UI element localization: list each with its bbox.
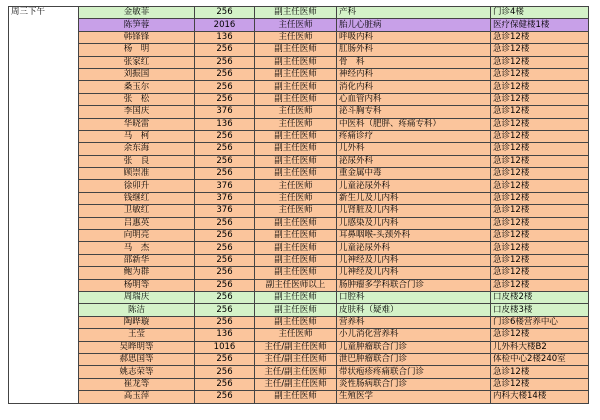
fee-cell[interactable]: 256 [195,217,255,229]
location-cell[interactable]: 急诊12楼 [491,205,589,217]
title-cell[interactable]: 副主任医师 [255,291,337,303]
table-row[interactable] [9,391,589,403]
department-cell[interactable]: 泌斗胸专科 [337,106,491,118]
fee-cell[interactable]: 256 [195,391,255,403]
department-cell[interactable]: 儿神经及儿内科 [337,267,491,279]
location-cell[interactable]: 急诊12楼 [491,81,589,93]
title-cell[interactable]: 副主任医师 [255,143,337,155]
fee-cell[interactable]: 256 [195,304,255,316]
fee-cell[interactable]: 256 [195,366,255,378]
doctor-name-cell[interactable]: 华晓雷 [79,118,195,130]
table-row[interactable] [9,19,589,31]
table-row[interactable] [9,81,589,93]
title-cell[interactable]: 副主任医师 [255,68,337,80]
location-cell[interactable]: 急诊12楼 [491,254,589,266]
title-cell[interactable]: 副主任医师 [255,7,337,19]
fee-cell[interactable]: 256 [195,316,255,328]
fee-cell[interactable]: 256 [195,7,255,19]
location-cell[interactable]: 急诊12楼 [491,366,589,378]
fee-cell[interactable]: 256 [195,143,255,155]
doctor-name-cell[interactable]: 鲍为群 [79,267,195,279]
fee-cell[interactable]: 376 [195,192,255,204]
doctor-name-cell[interactable]: 吕惠英 [79,217,195,229]
table-row[interactable] [9,143,589,155]
doctor-name-cell[interactable]: 高玉萍 [79,391,195,403]
doctor-name-cell[interactable]: 徐卯升 [79,180,195,192]
doctor-name-cell[interactable]: 陈洁 [79,304,195,316]
location-cell[interactable]: 门诊6楼营养中心 [491,316,589,328]
location-cell[interactable]: 急诊12楼 [491,56,589,68]
title-cell[interactable]: 副主任医师 [255,44,337,56]
department-cell[interactable]: 生殖医学 [337,391,491,403]
title-cell[interactable]: 副主任医师 [255,168,337,180]
fee-cell[interactable]: 256 [195,279,255,291]
table-row[interactable] [9,168,589,180]
doctor-name-cell[interactable]: 吴晔明等 [79,341,195,353]
department-cell[interactable]: 重金属中毒 [337,168,491,180]
fee-cell[interactable]: 376 [195,205,255,217]
location-cell[interactable]: 口皮楼3楼 [491,304,589,316]
location-cell[interactable]: 体检中心2楼240室 [491,353,589,365]
title-cell[interactable]: 主任/副主任医师 [255,341,337,353]
doctor-name-cell[interactable]: 张 松 [79,93,195,105]
location-cell[interactable]: 急诊12楼 [491,155,589,167]
table-row[interactable] [9,106,589,118]
table-row[interactable] [9,31,589,43]
table-row[interactable] [9,230,589,242]
doctor-name-cell[interactable]: 杨 明 [79,44,195,56]
title-cell[interactable]: 主任医师 [255,118,337,130]
department-cell[interactable]: 骨 科 [337,56,491,68]
location-cell[interactable]: 急诊12楼 [491,180,589,192]
doctor-name-cell[interactable]: 李国庆 [79,106,195,118]
table-row[interactable] [9,155,589,167]
fee-cell[interactable]: 136 [195,329,255,341]
location-cell[interactable]: 急诊12楼 [491,378,589,390]
department-cell[interactable]: 小儿消化营养科 [337,329,491,341]
location-cell[interactable]: 急诊12楼 [491,118,589,130]
table-row[interactable] [9,7,589,19]
title-cell[interactable]: 副主任医师 [255,391,337,403]
fee-cell[interactable]: 1016 [195,341,255,353]
fee-cell[interactable]: 376 [195,180,255,192]
location-cell[interactable]: 急诊12楼 [491,143,589,155]
title-cell[interactable]: 主任/副主任医师 [255,378,337,390]
location-cell[interactable]: 急诊12楼 [491,68,589,80]
doctor-name-cell[interactable]: 陶晔璇 [79,316,195,328]
location-cell[interactable]: 门诊4楼 [491,7,589,19]
location-cell[interactable]: 医疗保健楼1楼 [491,19,589,31]
doctor-name-cell[interactable]: 钱继红 [79,192,195,204]
table-row[interactable] [9,93,589,105]
doctor-name-cell[interactable]: 马 杰 [79,242,195,254]
fee-cell[interactable]: 136 [195,31,255,43]
department-cell[interactable]: 耳鼻咽喉-头颈外科 [337,230,491,242]
table-row[interactable] [9,192,589,204]
table-row[interactable] [9,304,589,316]
table-row[interactable] [9,316,589,328]
clinic-schedule-table [8,6,589,404]
schedule-sheet [0,6,600,404]
doctor-name-cell[interactable]: 顾崇准 [79,168,195,180]
fee-cell[interactable]: 256 [195,130,255,142]
title-cell[interactable]: 副主任医师 [255,56,337,68]
table-row[interactable] [9,205,589,217]
doctor-name-cell[interactable]: 杨明等 [79,279,195,291]
doctor-name-cell[interactable]: 陈笋蓉 [79,19,195,31]
title-cell[interactable]: 主任/副主任医师 [255,353,337,365]
title-cell[interactable]: 主任/副主任医师 [255,366,337,378]
location-cell[interactable]: 急诊12楼 [491,31,589,43]
table-row[interactable] [9,56,589,68]
title-cell[interactable]: 主任医师 [255,31,337,43]
department-cell[interactable]: 口腔科 [337,291,491,303]
department-cell[interactable]: 泄巴肿瘤联合门诊 [337,353,491,365]
doctor-name-cell[interactable]: 马 柯 [79,130,195,142]
department-cell[interactable]: 肛肠外科 [337,44,491,56]
title-cell[interactable]: 副主任医师 [255,81,337,93]
table-row[interactable] [9,118,589,130]
table-row[interactable] [9,267,589,279]
title-cell[interactable]: 副主任医师 [255,316,337,328]
department-cell[interactable]: 呼吸内科 [337,31,491,43]
department-cell[interactable]: 皮肤科（疑难） [337,304,491,316]
fee-cell[interactable]: 256 [195,168,255,180]
table-row[interactable] [9,44,589,56]
department-cell[interactable]: 营养科 [337,316,491,328]
table-row[interactable] [9,180,589,192]
table-row[interactable] [9,130,589,142]
title-cell[interactable]: 副主任医师 [255,155,337,167]
title-cell[interactable]: 副主任医师 [255,130,337,142]
table-row[interactable] [9,366,589,378]
day-label: 周三下午 [9,7,79,404]
doctor-name-cell[interactable]: 邵新华 [79,254,195,266]
location-cell[interactable]: 急诊12楼 [491,44,589,56]
title-cell[interactable]: 副主任医师 [255,254,337,266]
title-cell[interactable]: 副主任医师 [255,267,337,279]
location-cell[interactable]: 急诊12楼 [491,279,589,291]
fee-cell[interactable]: 256 [195,81,255,93]
fee-cell[interactable]: 256 [195,378,255,390]
department-cell[interactable]: 神经内科 [337,68,491,80]
title-cell[interactable]: 副主任医师 [255,217,337,229]
doctor-name-cell[interactable]: 姚志荣等 [79,366,195,378]
title-cell[interactable]: 主任医师 [255,192,337,204]
fee-cell[interactable]: 256 [195,242,255,254]
doctor-name-cell[interactable]: 桑玉尔 [79,81,195,93]
department-cell[interactable]: 新生儿及儿内科 [337,192,491,204]
table-row[interactable] [9,217,589,229]
location-cell[interactable]: 急诊12楼 [491,192,589,204]
location-cell[interactable]: 急诊12楼 [491,168,589,180]
table-row[interactable] [9,341,589,353]
table-row[interactable] [9,353,589,365]
location-cell[interactable]: 急诊12楼 [491,230,589,242]
table-row[interactable] [9,291,589,303]
table-body [9,7,589,404]
doctor-name-cell[interactable]: 王莹 [79,329,195,341]
department-cell[interactable]: 儿肾脏及儿内科 [337,205,491,217]
location-cell[interactable]: 急诊12楼 [491,106,589,118]
department-cell[interactable]: 儿童肿瘤联合门诊 [337,341,491,353]
doctor-name-cell[interactable]: 周瑞庆 [79,291,195,303]
fee-cell[interactable]: 256 [195,254,255,266]
fee-cell[interactable]: 256 [195,56,255,68]
doctor-name-cell[interactable]: 韩锋锋 [79,31,195,43]
fee-cell[interactable]: 256 [195,267,255,279]
doctor-name-cell[interactable]: 刘振国 [79,68,195,80]
department-cell[interactable]: 儿感染及儿内科 [337,217,491,229]
department-cell[interactable]: 心血管内科 [337,93,491,105]
department-cell[interactable]: 泌尿外科 [337,155,491,167]
title-cell[interactable]: 副主任医师 [255,304,337,316]
location-cell[interactable]: 口皮楼2楼 [491,291,589,303]
table-row[interactable] [9,254,589,266]
department-cell[interactable]: 胎儿心脏病 [337,19,491,31]
fee-cell[interactable]: 256 [195,353,255,365]
location-cell[interactable]: 急诊12楼 [491,267,589,279]
table-row[interactable] [9,329,589,341]
fee-cell[interactable]: 2016 [195,19,255,31]
fee-cell[interactable]: 136 [195,118,255,130]
doctor-name-cell[interactable]: 余东海 [79,143,195,155]
doctor-name-cell[interactable]: 崔龙等 [79,378,195,390]
department-cell[interactable]: 儿童泌尿外科 [337,180,491,192]
doctor-name-cell[interactable]: 郝思国等 [79,353,195,365]
title-cell[interactable]: 主任医师 [255,180,337,192]
department-cell[interactable]: 儿童泌尿外科 [337,242,491,254]
title-cell[interactable]: 副主任医师 [255,230,337,242]
table-row[interactable] [9,68,589,80]
table-row[interactable] [9,279,589,291]
fee-cell[interactable]: 256 [195,230,255,242]
title-cell[interactable]: 副主任医师 [255,93,337,105]
department-cell[interactable]: 产科 [337,7,491,19]
location-cell[interactable]: 急诊12楼 [491,329,589,341]
location-cell[interactable]: 急诊12楼 [491,242,589,254]
department-cell[interactable]: 儿神经及儿内科 [337,254,491,266]
department-cell[interactable]: 肠肿瘤多学科联合门诊 [337,279,491,291]
fee-cell[interactable]: 256 [195,155,255,167]
department-cell[interactable]: 疼痛诊疗 [337,130,491,142]
doctor-name-cell[interactable]: 张 良 [79,155,195,167]
department-cell[interactable]: 消化内科 [337,81,491,93]
department-cell[interactable]: 炎性肠病联合门诊 [337,378,491,390]
location-cell[interactable]: 儿外科大楼B2 [491,341,589,353]
doctor-name-cell[interactable]: 卫敏红 [79,205,195,217]
doctor-name-cell[interactable]: 金敏菲 [79,7,195,19]
department-cell[interactable]: 带状疱疹疼痛联合门诊 [337,366,491,378]
fee-cell[interactable]: 256 [195,291,255,303]
department-cell[interactable]: 中医科（肥胖、疼痛专科） [337,118,491,130]
location-cell[interactable]: 急诊12楼 [491,217,589,229]
location-cell[interactable]: 内科大楼14楼 [491,391,589,403]
title-cell[interactable]: 主任医师 [255,205,337,217]
table-row[interactable] [9,378,589,390]
table-row[interactable] [9,242,589,254]
fee-cell[interactable]: 376 [195,106,255,118]
title-cell[interactable]: 副主任医师 [255,242,337,254]
doctor-name-cell[interactable]: 向明亮 [79,230,195,242]
fee-cell[interactable]: 256 [195,93,255,105]
title-cell[interactable]: 主任医师 [255,329,337,341]
title-cell[interactable]: 主任医师 [255,19,337,31]
fee-cell[interactable]: 256 [195,44,255,56]
title-cell[interactable]: 副主任医师以上 [255,279,337,291]
fee-cell[interactable]: 256 [195,68,255,80]
doctor-name-cell[interactable]: 张家红 [79,56,195,68]
title-cell[interactable]: 主任医师 [255,106,337,118]
location-cell[interactable]: 急诊12楼 [491,130,589,142]
location-cell[interactable]: 急诊12楼 [491,93,589,105]
department-cell[interactable]: 儿外科 [337,143,491,155]
